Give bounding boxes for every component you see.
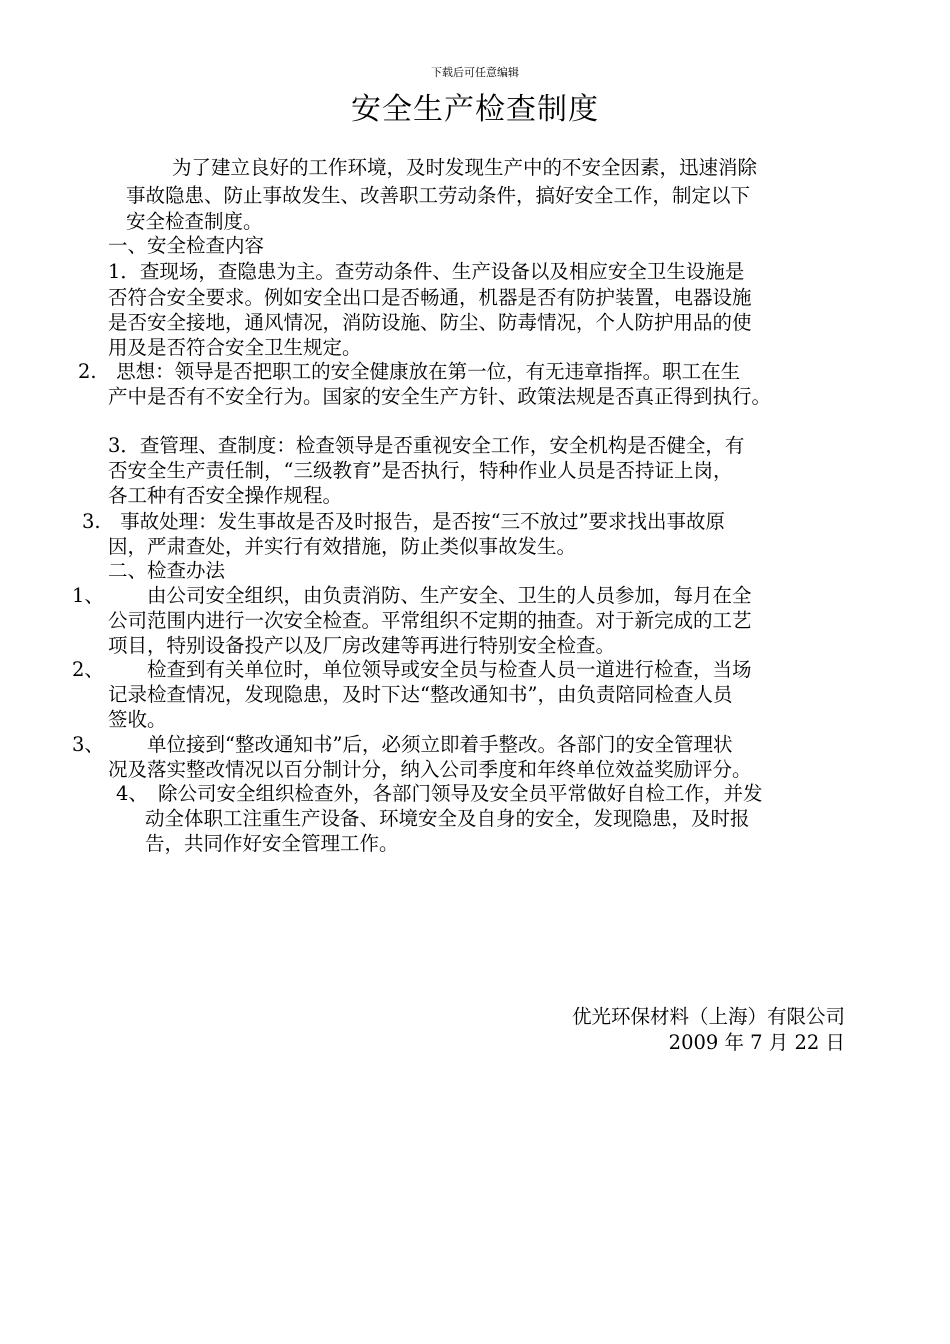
item-line: 1．查现场，查隐患为主。查劳动条件、生产设备以及相应安全卫生设施是	[108, 260, 745, 283]
signature-date: 2009 年 7 月 22 日	[668, 1031, 845, 1054]
item-line: 签收。	[108, 708, 167, 731]
item-line: 项目，特别设备投产以及厂房改建等再进行特别安全检查。	[108, 634, 616, 657]
item-line: 告，共同作好安全管理工作。	[145, 832, 399, 855]
item-line: 公司范围内进行一次安全检查。平常组织不定期的抽查。对于新完成的工艺	[108, 609, 752, 632]
item-line: 否符合安全要求。例如安全出口是否畅通，机器是否有防护装置，电器设施	[108, 286, 752, 309]
item-line: 动全体职工注重生产设备、环境安全及自身的安全，发现隐患，及时报	[145, 807, 750, 830]
section-heading: 二、检查办法	[108, 559, 226, 582]
item-number: 1、	[72, 584, 104, 607]
item-number: 3、	[72, 733, 104, 756]
item-line: 况及落实整改情况以百分制计分，纳入公司季度和年终单位效益奖励评分。	[108, 758, 752, 781]
item-line: 产中是否有不安全行为。国家的安全生产方针、政策法规是否真正得到执行。	[108, 385, 772, 408]
item-number: 2、	[72, 658, 104, 681]
item-line: 除公司安全组织检查外，各部门领导及安全员平常做好自检工作，并发	[158, 782, 763, 805]
item-line: 3. 事故处理：发生事故是否及时报告，是否按“三不放过”要求找出事故原	[82, 510, 726, 533]
item-line: 否安全生产责任制，“三级教育”是否执行，特种作业人员是否持证上岗，	[108, 459, 733, 482]
header-note: 下载后可任意编辑	[431, 66, 519, 79]
item-line: 是否安全接地，通风情况，消防设施、防尘、防毒情况，个人防护用品的使	[108, 311, 752, 334]
intro-line: 安全检查制度。	[126, 210, 263, 233]
signature-company: 优光环保材料（上海）有限公司	[571, 1005, 845, 1028]
item-line: 3．查管理、查制度：检查领导是否重视安全工作，安全机构是否健全，有	[108, 434, 745, 457]
item-line: 用及是否符合安全卫生规定。	[108, 336, 362, 359]
page-title: 安全生产检查制度	[351, 92, 599, 127]
intro-line: 事故隐患、防止事故发生、改善职工劳动条件，搞好安全工作，制定以下	[126, 184, 751, 207]
item-line: 检查到有关单位时，单位领导或安全员与检查人员一道进行检查，当场	[147, 658, 752, 681]
item-line: 因，严肃查处，并实行有效措施，防止类似事故发生。	[108, 535, 577, 558]
item-line: 各工种有否安全操作规程。	[108, 484, 343, 507]
intro-line: 为了建立良好的工作环境，及时发现生产中的不安全因素，迅速消除	[172, 156, 758, 179]
section-heading: 一、安全检查内容	[108, 234, 265, 257]
item-line: 单位接到“整改通知书”后，必须立即着手整改。各部门的安全管理状	[147, 733, 733, 756]
item-number: 4、	[116, 782, 148, 805]
item-line: 记录检查情况，发现隐患，及时下达“整改通知书”，由负责陪同检查人员	[108, 683, 733, 706]
item-line: 由公司安全组织，由负责消防、生产安全、卫生的人员参加，每月在全	[147, 584, 752, 607]
item-line: 2. 思想：领导是否把职工的安全健康放在第一位，有无违章指挥。职工在生	[78, 360, 741, 383]
